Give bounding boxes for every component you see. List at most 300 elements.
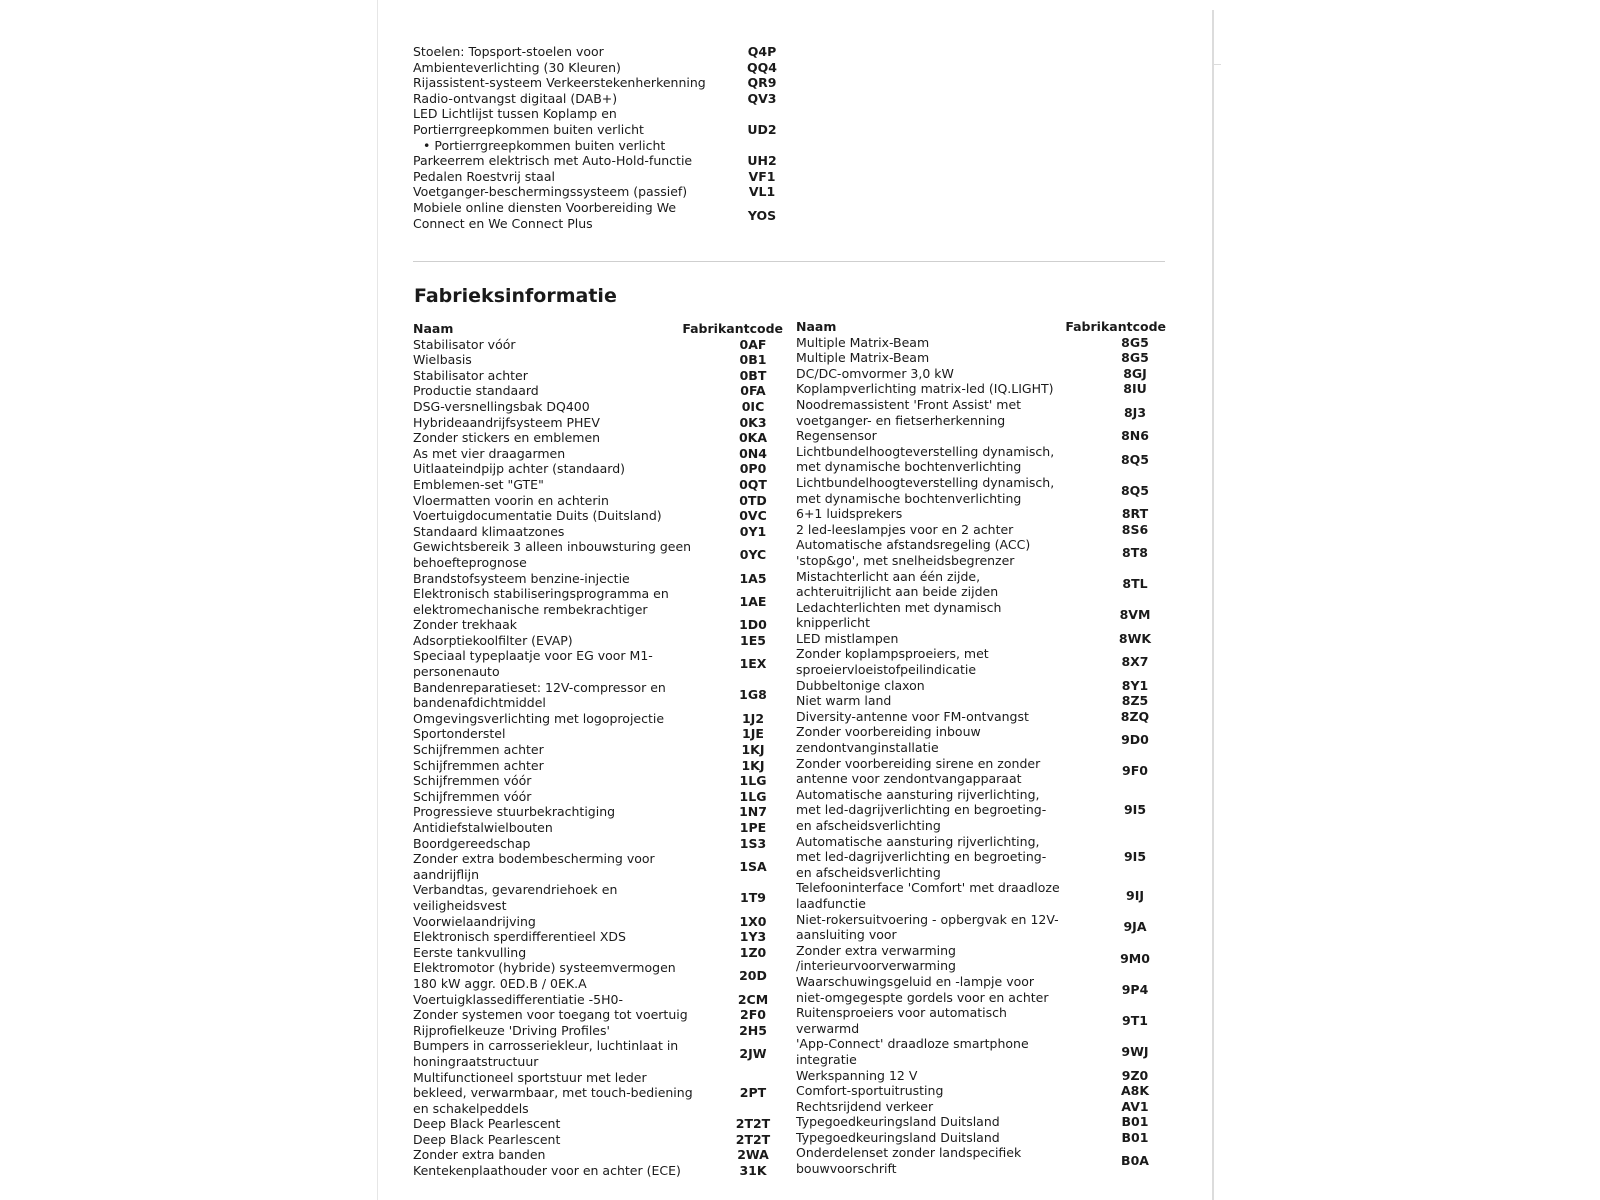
item-name-text: Parkeerrem elektrisch met Auto-Hold-functie xyxy=(413,153,693,169)
item-name-text: Rijassistent-systeem Verkeerstekenherkenning xyxy=(413,75,706,91)
item-name-text: As met vier draagarmen xyxy=(413,445,566,461)
item-name-text: Zonder trekhaak xyxy=(413,617,518,633)
list-item xyxy=(413,184,793,200)
item-name xyxy=(796,381,1064,397)
item-name-text: Ledachterlichten met dynamisch knipperlicht xyxy=(796,599,1002,631)
item-name xyxy=(413,60,731,76)
item-code: 1AE xyxy=(739,593,767,609)
item-name-text: Bandenreparatieset: 12V-compressor en bandenafdichtmiddel xyxy=(413,679,666,711)
list-item xyxy=(413,992,783,1008)
item-name xyxy=(413,960,693,991)
item-name-text: Voertuigdocumentatie Duits (Duitsland) xyxy=(413,508,662,524)
item-name xyxy=(413,508,693,524)
item-code: 1PE xyxy=(739,820,767,835)
list-item xyxy=(413,106,793,153)
name-header: Naam xyxy=(796,319,837,334)
item-name xyxy=(413,851,693,882)
item-name xyxy=(796,397,1064,428)
item-name xyxy=(413,1007,693,1023)
list-item xyxy=(413,153,793,169)
item-code: 9I5 xyxy=(1123,802,1147,818)
item-name-text: Ruitensproeiers voor automatisch verwarmd xyxy=(796,1005,1007,1036)
item-name xyxy=(413,1070,693,1117)
list-item xyxy=(796,693,1166,709)
item-name xyxy=(413,945,693,961)
item-code: 8J3 xyxy=(1123,404,1147,420)
item-code: 1Y3 xyxy=(739,929,767,945)
item-code: QR9 xyxy=(747,75,777,91)
item-code: 8WK xyxy=(1118,630,1152,646)
item-code: UD2 xyxy=(747,121,777,137)
item-code: 8Q5 xyxy=(1120,451,1150,467)
page-edge-left xyxy=(377,0,378,1200)
item-name-text: Vloermatten voorin en achterin xyxy=(413,492,609,508)
factory-info-left-column xyxy=(413,321,783,1179)
item-code: 8RT xyxy=(1121,506,1149,522)
item-name-text: Voorwielaandrijving xyxy=(413,913,536,929)
item-code: 1A5 xyxy=(739,570,767,586)
item-code: 9WJ xyxy=(1121,1044,1149,1060)
list-item xyxy=(413,1163,783,1179)
list-item xyxy=(796,1083,1166,1099)
item-name-text: Zonder stickers en emblemen xyxy=(413,430,601,446)
item-name xyxy=(796,756,1064,787)
list-item xyxy=(413,882,783,913)
list-item xyxy=(413,742,783,758)
list-item xyxy=(796,537,1166,568)
item-name xyxy=(796,428,1064,444)
item-name xyxy=(796,335,1064,351)
item-name xyxy=(413,477,693,493)
list-item xyxy=(796,943,1166,974)
item-name-text: Rechtsrijdend verkeer xyxy=(796,1098,934,1114)
item-name-text: Emblemen-set "GTE" xyxy=(413,476,544,492)
list-item xyxy=(796,335,1166,351)
list-item xyxy=(413,914,783,930)
item-name-text: Radio-ontvangst digitaal (DAB+) xyxy=(413,90,618,106)
item-name-text: Deep Black Pearlescent xyxy=(413,1131,561,1147)
item-code: 9F0 xyxy=(1122,763,1148,779)
item-code: Q4P xyxy=(747,44,777,59)
item-name xyxy=(796,1130,1064,1146)
item-code: 9M0 xyxy=(1120,950,1150,966)
item-name-text: Zonder voorbereiding inbouw zendontvanginstallatie xyxy=(796,724,981,756)
item-name xyxy=(796,631,1064,647)
item-name xyxy=(413,1116,693,1132)
item-code: 0P0 xyxy=(739,461,767,477)
item-code: YOS xyxy=(747,207,777,223)
item-name-text: Standaard klimaatzones xyxy=(413,523,565,539)
item-name xyxy=(413,200,731,231)
item-name-text: LED Lichtlijst tussen Koplamp en Portierrgreepkommen buiten verlicht xyxy=(413,106,644,137)
item-code: 8Z5 xyxy=(1121,693,1149,709)
list-item xyxy=(413,368,783,384)
list-item xyxy=(413,461,783,477)
list-item xyxy=(796,475,1166,506)
item-code: VL1 xyxy=(748,184,776,200)
list-item xyxy=(413,415,783,431)
item-name-text: Stoelen: Topsport-stoelen voor xyxy=(413,44,604,59)
list-item xyxy=(413,571,783,587)
item-code: 0VC xyxy=(739,508,767,524)
list-item xyxy=(413,493,783,509)
item-code: 8GJ xyxy=(1123,365,1147,381)
item-name-text: Stabilisator achter xyxy=(413,367,528,383)
item-code: 8TL xyxy=(1122,576,1148,592)
item-code: B01 xyxy=(1121,1129,1149,1145)
item-code: 0N4 xyxy=(739,445,767,461)
item-name xyxy=(796,537,1064,568)
item-name xyxy=(413,430,693,446)
item-name-text: Lichtbundelhoogteverstelling dynamisch, met dynamische bochtenverlichting xyxy=(796,474,1055,506)
item-code: QQ4 xyxy=(747,59,777,75)
item-name xyxy=(796,709,1064,725)
list-item xyxy=(796,569,1166,600)
item-name-text: Typegoedkeuringsland Duitsland xyxy=(796,1114,1000,1130)
item-name-text: DC/DC-omvormer 3,0 kW xyxy=(796,365,954,381)
item-name xyxy=(796,834,1064,881)
item-name xyxy=(796,693,1064,709)
list-item xyxy=(413,851,783,882)
item-name xyxy=(413,773,693,789)
list-item xyxy=(413,399,783,415)
item-name xyxy=(413,1023,693,1039)
item-code: 9IJ xyxy=(1126,888,1144,904)
list-item xyxy=(413,383,783,399)
item-name-text: Uitlaateindpijp achter (standaard) xyxy=(413,461,626,477)
item-name-text: Comfort-sportuitrusting xyxy=(796,1083,944,1099)
list-item xyxy=(413,586,783,617)
item-code: 1LG xyxy=(739,773,767,789)
item-name-text: Zonder koplampsproeiers, met sproeiervloeistofpeilindicatie xyxy=(796,646,989,678)
list-item xyxy=(413,508,783,524)
column-header xyxy=(796,319,1166,335)
list-item xyxy=(413,524,783,540)
item-name-text: Waarschuwingsgeluid en -lampje voor niet-omgegespte gordels voor en achter xyxy=(796,973,1049,1005)
item-name-text: Automatische afstandsregeling (ACC) 'stop&go', met snelheidsbegrenzer xyxy=(796,537,1031,568)
item-name-text: Multiple Matrix-Beam xyxy=(796,334,930,350)
list-item xyxy=(413,836,783,852)
item-name xyxy=(796,1068,1064,1084)
item-code: AV1 xyxy=(1121,1098,1149,1114)
code-header: Fabrikantcode xyxy=(682,321,783,336)
item-name-text: Multifunctioneel sportstuur met leder bekleed, verwarmbaar, met touch-bediening en schakelpeddels xyxy=(413,1069,693,1116)
item-name xyxy=(413,169,731,185)
item-name xyxy=(413,633,693,649)
item-name xyxy=(413,75,731,91)
item-name-text: Zonder voorbereiding sirene en zonder antenne voor zendontvangapparaat xyxy=(796,755,1041,787)
item-name-text: Ambienteverlichting (30 Kleuren) xyxy=(413,59,621,75)
item-name-text: Regensensor xyxy=(796,428,877,444)
item-name-text: Niet-rokersuitvoering - opbergvak en 12V-aansluiting voor xyxy=(796,911,1059,943)
item-name xyxy=(413,882,693,913)
item-name-text: Dubbeltonige claxon xyxy=(796,677,925,693)
list-item xyxy=(796,428,1166,444)
item-name-text: Eerste tankvulling xyxy=(413,944,527,960)
item-name xyxy=(796,1083,1064,1099)
item-name xyxy=(796,943,1064,974)
item-name xyxy=(413,742,693,758)
list-item xyxy=(796,350,1166,366)
item-name-text: 2 led-leeslampjes voor en 2 achter xyxy=(796,521,1014,537)
item-code: 8Q5 xyxy=(1120,482,1150,498)
item-name-text: Stabilisator vóór xyxy=(413,336,516,352)
list-item xyxy=(796,756,1166,787)
item-code: 0TD xyxy=(739,492,767,508)
item-name-text: 'App-Connect' draadloze smartphone integratie xyxy=(796,1036,1029,1067)
list-item xyxy=(413,91,793,107)
list-item xyxy=(413,680,783,711)
item-name xyxy=(413,524,693,540)
item-code: A8K xyxy=(1120,1083,1150,1099)
list-item xyxy=(413,169,793,185)
item-name-text: Mistachterlicht aan één zijde, achteruitrijlicht aan beide zijden xyxy=(796,568,999,600)
item-name-text: Mobiele online diensten Voorbereiding We Connect en We Connect Plus xyxy=(413,199,677,231)
item-code: 8VM xyxy=(1119,607,1151,623)
item-name-text: Gewichtsbereik 3 alleen inbouwsturing geen behoefteprognose xyxy=(413,539,692,570)
list-item xyxy=(413,945,783,961)
item-name-text: Hybrideaandrijfsysteem PHEV xyxy=(413,414,600,430)
item-code: B01 xyxy=(1121,1114,1149,1130)
item-name-text: Schijfremmen vóór xyxy=(413,788,532,804)
list-item xyxy=(796,1068,1166,1084)
item-code: 0K3 xyxy=(739,414,767,430)
list-item xyxy=(796,444,1166,475)
item-name xyxy=(413,836,693,852)
item-code: 1EX xyxy=(739,656,767,672)
item-name xyxy=(413,368,693,384)
item-code: 8T8 xyxy=(1122,545,1148,561)
item-code: 1S3 xyxy=(739,835,767,851)
item-name-text: Wielbasis xyxy=(413,352,472,368)
item-code: 0KA xyxy=(738,430,768,446)
item-code: 0BT xyxy=(739,367,767,383)
item-code: 0YC xyxy=(739,547,767,563)
item-code: UH2 xyxy=(747,153,777,169)
item-name-text: Verbandtas, gevarendriehoek en veiligheidsvest xyxy=(413,882,618,913)
item-code: 0QT xyxy=(739,476,767,492)
item-name xyxy=(413,711,693,727)
list-item xyxy=(413,711,783,727)
item-code: 8ZQ xyxy=(1120,708,1150,724)
item-code: 9P4 xyxy=(1121,981,1149,997)
list-item xyxy=(413,477,783,493)
page-edge-tick xyxy=(1212,64,1221,65)
item-name-text: Progressieve stuurbekrachtiging xyxy=(413,804,616,820)
item-name-text: Schijfremmen vóór xyxy=(413,773,532,789)
list-item xyxy=(796,1099,1166,1115)
list-item xyxy=(413,633,783,649)
item-name-text: Productie standaard xyxy=(413,383,539,399)
item-code: 1T9 xyxy=(740,890,766,906)
list-item xyxy=(413,1023,783,1039)
item-code: 2PT xyxy=(739,1085,767,1101)
list-item xyxy=(796,1130,1166,1146)
item-name-text: Speciaal typeplaatje voor EG voor M1-personenauto xyxy=(413,648,653,680)
list-item xyxy=(413,1038,783,1069)
list-item xyxy=(413,617,783,633)
list-item xyxy=(796,631,1166,647)
item-code: 1D0 xyxy=(739,617,767,633)
item-name xyxy=(413,106,731,153)
item-name-text: Zonder extra bodembescherming voor aandrijflijn xyxy=(413,851,655,882)
item-code: 2H5 xyxy=(739,1022,767,1038)
item-name xyxy=(413,789,693,805)
item-name xyxy=(413,399,693,415)
list-item xyxy=(413,352,783,368)
item-name xyxy=(413,153,731,169)
item-name-text: Multiple Matrix-Beam xyxy=(796,350,930,366)
list-item xyxy=(796,397,1166,428)
item-name xyxy=(796,880,1064,911)
list-item xyxy=(413,1147,783,1163)
item-name-text: Antidiefstalwielbouten xyxy=(413,820,553,835)
item-code: 2F0 xyxy=(740,1007,766,1023)
item-name-text: LED mistlampen xyxy=(796,630,899,646)
item-name-text: Zonder systemen voor toegang tot voertuig xyxy=(413,1007,688,1023)
item-code: 9T1 xyxy=(1122,1012,1148,1028)
item-name-text: Pedalen Roestvrij staal xyxy=(413,168,555,184)
item-code: 8S6 xyxy=(1121,521,1149,537)
item-name-text: Typegoedkeuringsland Duitsland xyxy=(796,1129,1000,1145)
list-item xyxy=(796,974,1166,1005)
list-item xyxy=(796,1036,1166,1067)
item-name-text: Zonder extra verwarming /interieurvoorverwarming xyxy=(796,942,956,974)
item-name xyxy=(413,44,731,60)
item-code: 1KJ xyxy=(741,742,765,758)
item-name-text: Brandstofsysteem benzine-injectie xyxy=(413,570,630,586)
item-name-text: Voertuigklassedifferentiatie -5H0- xyxy=(413,991,623,1007)
item-name xyxy=(796,1036,1064,1067)
list-item xyxy=(796,724,1166,755)
item-code: 1E5 xyxy=(740,632,766,648)
list-item xyxy=(413,337,783,353)
list-item xyxy=(413,820,783,836)
item-name xyxy=(413,571,693,587)
item-code: 9I5 xyxy=(1123,849,1147,865)
item-name xyxy=(413,1038,693,1069)
list-item xyxy=(796,912,1166,943)
item-code: 8N6 xyxy=(1121,428,1149,444)
item-name xyxy=(413,648,693,679)
item-name xyxy=(413,493,693,509)
item-name xyxy=(413,929,693,945)
item-name xyxy=(413,337,693,353)
item-code: 2CM xyxy=(737,991,769,1007)
item-code: VF1 xyxy=(748,168,776,184)
item-code: 2WA xyxy=(737,1147,769,1163)
item-code: 8G5 xyxy=(1121,350,1149,366)
list-item xyxy=(796,506,1166,522)
item-name xyxy=(796,1145,1064,1176)
item-name-text: Lichtbundelhoogteverstelling dynamisch, met dynamische bochtenverlichting xyxy=(796,443,1055,475)
list-item xyxy=(413,648,783,679)
item-name-text: Noodremassistent 'Front Assist' met voetganger- en fietserherkenning xyxy=(796,396,1022,428)
item-name xyxy=(413,539,693,570)
list-item xyxy=(796,1114,1166,1130)
list-item xyxy=(413,804,783,820)
item-name-text: Automatische aansturing rijverlichting, met led-dagrijverlichting en begroeting- en afscheidsverlichting xyxy=(796,833,1047,880)
item-code: 1SA xyxy=(739,858,767,874)
list-item xyxy=(796,1005,1166,1036)
item-code: 1JE xyxy=(742,726,764,742)
options-list xyxy=(413,44,793,231)
item-name xyxy=(796,350,1064,366)
list-item xyxy=(796,880,1166,911)
list-item xyxy=(413,758,783,774)
item-name-text: Elektronisch stabiliseringsprogramma en elektromechanische rembekrachtiger xyxy=(413,586,669,617)
list-item xyxy=(796,522,1166,538)
item-name xyxy=(413,446,693,462)
list-item xyxy=(796,366,1166,382)
item-name-text: Niet warm land xyxy=(796,693,892,709)
item-name-text: DSG-versnellingsbak DQ400 xyxy=(413,398,590,414)
item-code: 1X0 xyxy=(739,913,767,929)
item-name-text: Diversity-antenne voor FM-ontvangst xyxy=(796,708,1029,724)
item-name xyxy=(413,617,693,633)
item-code: 2T2T xyxy=(735,1116,771,1132)
item-name-text: Sportonderstel xyxy=(413,726,506,742)
item-name-text: Elektromotor (hybride) systeemvermogen 180 kW aggr. 0ED.B / 0EK.A xyxy=(413,960,676,991)
item-name-text: Kentekenplaathouder voor en achter (ECE) xyxy=(413,1163,681,1179)
item-name xyxy=(413,1163,693,1179)
list-item xyxy=(413,60,793,76)
item-name xyxy=(796,912,1064,943)
item-name xyxy=(413,758,693,774)
item-name-text: Telefooninterface 'Comfort' met draadloze laadfunctie xyxy=(796,880,1060,911)
item-code: 9D0 xyxy=(1121,732,1149,748)
list-item xyxy=(413,960,783,991)
item-name-text: Elektronisch sperdifferentieel XDS xyxy=(413,929,626,945)
item-name xyxy=(796,444,1064,475)
item-name-text: Automatische aansturing rijverlichting, met led-dagrijverlichting en begroeting- en afscheidsverlichting xyxy=(796,786,1047,833)
item-name-text: Onderdelenset zonder landspecifiek bouwvoorschrift xyxy=(796,1145,1022,1177)
item-code: 8X7 xyxy=(1121,654,1149,670)
list-item xyxy=(413,44,793,60)
item-code: 31K xyxy=(739,1163,767,1179)
item-code: 8G5 xyxy=(1121,334,1149,350)
list-item xyxy=(796,600,1166,631)
code-header: Fabrikantcode xyxy=(1065,319,1166,334)
item-name-text: Zonder extra banden xyxy=(413,1147,546,1163)
item-name xyxy=(413,914,693,930)
item-name xyxy=(413,91,731,107)
item-name xyxy=(796,366,1064,382)
page-edge-right xyxy=(1212,10,1214,1200)
item-name xyxy=(413,992,693,1008)
list-item xyxy=(796,834,1166,881)
item-name xyxy=(413,1132,693,1148)
list-item xyxy=(413,446,783,462)
list-item xyxy=(413,539,783,570)
item-code: 0AF xyxy=(739,336,767,352)
item-name xyxy=(796,724,1064,755)
item-code: 0Y1 xyxy=(739,523,767,539)
list-item xyxy=(796,1145,1166,1176)
item-name xyxy=(796,787,1064,834)
item-code: QV3 xyxy=(747,90,777,106)
item-name xyxy=(413,352,693,368)
item-name xyxy=(796,475,1064,506)
item-code: 8IU xyxy=(1123,381,1147,397)
list-item xyxy=(413,726,783,742)
item-name xyxy=(796,1005,1064,1036)
list-item xyxy=(413,1116,783,1132)
section-divider xyxy=(413,261,1165,262)
item-name xyxy=(796,600,1064,631)
list-item xyxy=(796,646,1166,677)
factory-info-right-column xyxy=(796,319,1166,1177)
